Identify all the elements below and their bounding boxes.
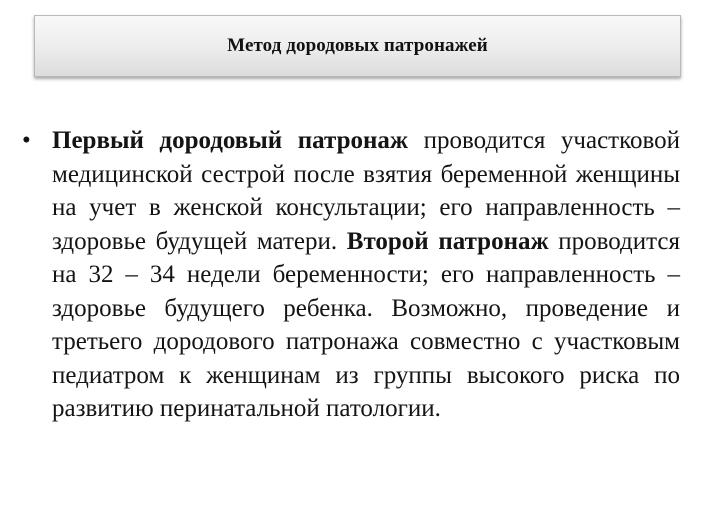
- second-visit-text: проводится на 32 – 34 недели беременности; его направленность – здоровье будущего ребенка. Возможно, проведение и третьего дородового патронажа совместно с участковым педиатром к женщинам из группы высокого риска по развитию перинатальной патологии.: [52, 227, 680, 422]
- slide-title: Метод дородовых патронажей: [227, 35, 488, 56]
- bullet-list-item: [22, 124, 680, 426]
- second-visit-heading: Второй патронаж: [346, 227, 549, 255]
- body-paragraph: [52, 124, 680, 426]
- bullet-icon: •: [22, 127, 31, 154]
- slide-body: [22, 124, 680, 426]
- slide-title-box: [34, 15, 681, 77]
- first-visit-text: проводится участковой медицинской сестрой после взятия беременной женщины на учет в женской консультации; его направленность – здоровье будущей матери.: [52, 127, 680, 255]
- first-visit-heading: Первый дородовый патронаж: [52, 127, 409, 154]
